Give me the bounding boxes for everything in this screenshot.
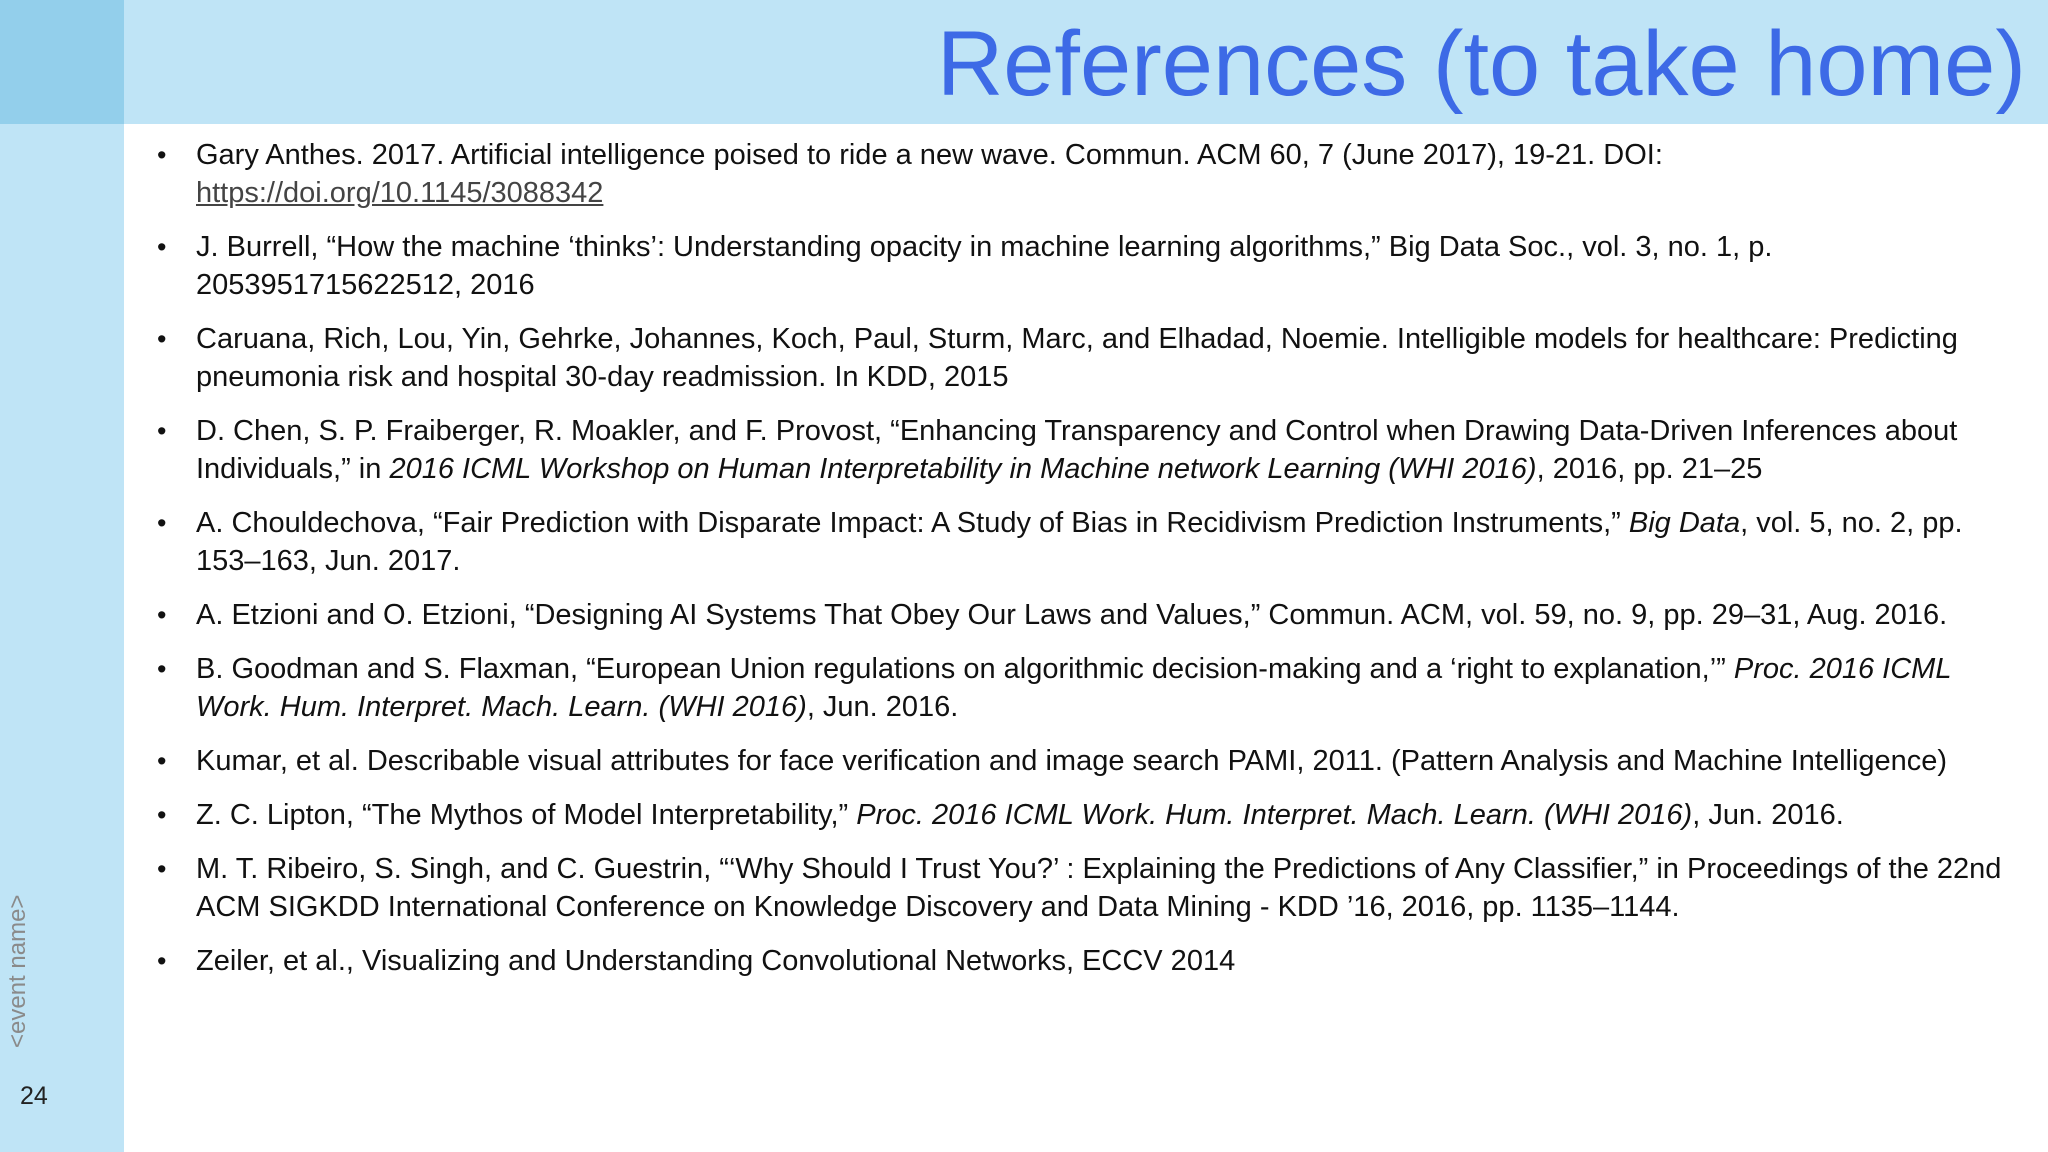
- bullet-marker: •: [157, 600, 167, 630]
- bullet-marker: •: [157, 416, 167, 446]
- reference-venue: Big Data: [1628, 507, 1741, 539]
- bullet-marker: •: [157, 946, 167, 976]
- reference-item: [150, 412, 2020, 488]
- reference-text: B. Goodman and S. Flaxman, “European Union regulations on algorithmic decision-making and a ‘right to explanation,’”: [196, 653, 1734, 685]
- reference-text-tail: , Jun. 2016.: [1692, 799, 1844, 831]
- reference-item: [150, 596, 2020, 634]
- bullet-marker: •: [157, 746, 167, 776]
- reference-text-tail: , 2016, pp. 21–25: [1536, 453, 1763, 485]
- reference-text: Caruana, Rich, Lou, Yin, Gehrke, Johannes, Koch, Paul, Sturm, Marc, and Elhadad, Noemie. Intelligible models for healthcare: Predicting pneumonia risk and hospital 30-day readmission. In KDD, 2015: [196, 323, 1958, 393]
- reference-text: M. T. Ribeiro, S. Singh, and C. Guestrin, “‘Why Should I Trust You?’ : Explaining the Predictions of Any Classifier,” in Proceedings of the 22nd ACM SIGKDD International Conference on Knowledge Discovery and Data Mining - KDD ’16, 2016, pp. 1135–1144.: [196, 853, 2002, 923]
- bullet-marker: •: [157, 800, 167, 830]
- event-name-label: [8, 992, 28, 1048]
- reference-text: J. Burrell, “How the machine ‘thinks’: Understanding opacity in machine learning algorithms,” Big Data Soc., vol. 3, no. 1, p. 2053951715622512, 2016: [196, 231, 1773, 301]
- reference-text: Kumar, et al. Describable visual attributes for face verification and image search PAMI, 2011. (Pattern Analysis and Machine Intelligence): [196, 745, 1948, 777]
- reference-item: [150, 942, 2020, 980]
- reference-item: [150, 850, 2020, 926]
- reference-item: [150, 504, 2020, 580]
- reference-text: A. Chouldechova, “Fair Prediction with Disparate Impact: A Study of Bias in Recidivism Prediction Instruments,”: [196, 507, 1629, 539]
- page-number: 24: [20, 1082, 48, 1110]
- bullet-marker: •: [157, 140, 167, 170]
- reference-text: Gary Anthes. 2017. Artificial intelligence poised to ride a new wave. Commun. ACM 60, 7 (June 2017), 19-21. DOI:: [196, 139, 1663, 171]
- reference-venue: Proc. 2016 ICML Work. Hum. Interpret. Mach. Learn. (WHI 2016): [196, 653, 1951, 723]
- reference-venue: Proc. 2016 ICML Work. Hum. Interpret. Mach. Learn. (WHI 2016): [856, 799, 1693, 831]
- reference-item: [150, 650, 2020, 726]
- bullet-marker: •: [157, 854, 167, 884]
- corner-accent-box: [0, 0, 124, 124]
- bullet-marker: •: [157, 232, 167, 262]
- bullet-marker: •: [157, 324, 167, 354]
- reference-text-tail: , Jun. 2016.: [806, 691, 959, 723]
- slide-title: References (to take home): [936, 13, 2026, 115]
- reference-text-tail: , vol. 5, no. 2, pp. 153–163, Jun. 2017.: [196, 507, 1963, 577]
- reference-item: [150, 796, 2020, 834]
- reference-venue: 2016 ICML Workshop on Human Interpretability in Machine network Learning (WHI 2016): [389, 453, 1537, 485]
- reference-item: [150, 136, 2020, 212]
- reference-item: [150, 742, 2020, 780]
- reference-text: A. Etzioni and O. Etzioni, “Designing AI Systems That Obey Our Laws and Values,” Commun. ACM, vol. 59, no. 9, pp. 29–31, Aug. 2016.: [196, 599, 1948, 631]
- doi-link[interactable]: https://doi.org/10.1145/3088342: [196, 177, 604, 209]
- bullet-marker: •: [157, 654, 167, 684]
- reference-text: Z. C. Lipton, “The Mythos of Model Interpretability,”: [196, 799, 857, 831]
- reference-text: Zeiler, et al., Visualizing and Understanding Convolutional Networks, ECCV 2014: [196, 945, 1236, 977]
- reference-list: [150, 136, 2020, 996]
- reference-text: D. Chen, S. P. Fraiberger, R. Moakler, and F. Provost, “Enhancing Transparency and Control when Drawing Data-Driven Inferences about Individuals,” in: [196, 415, 1958, 485]
- reference-item: [150, 320, 2020, 396]
- reference-item: [150, 228, 2020, 304]
- bullet-marker: •: [157, 508, 167, 538]
